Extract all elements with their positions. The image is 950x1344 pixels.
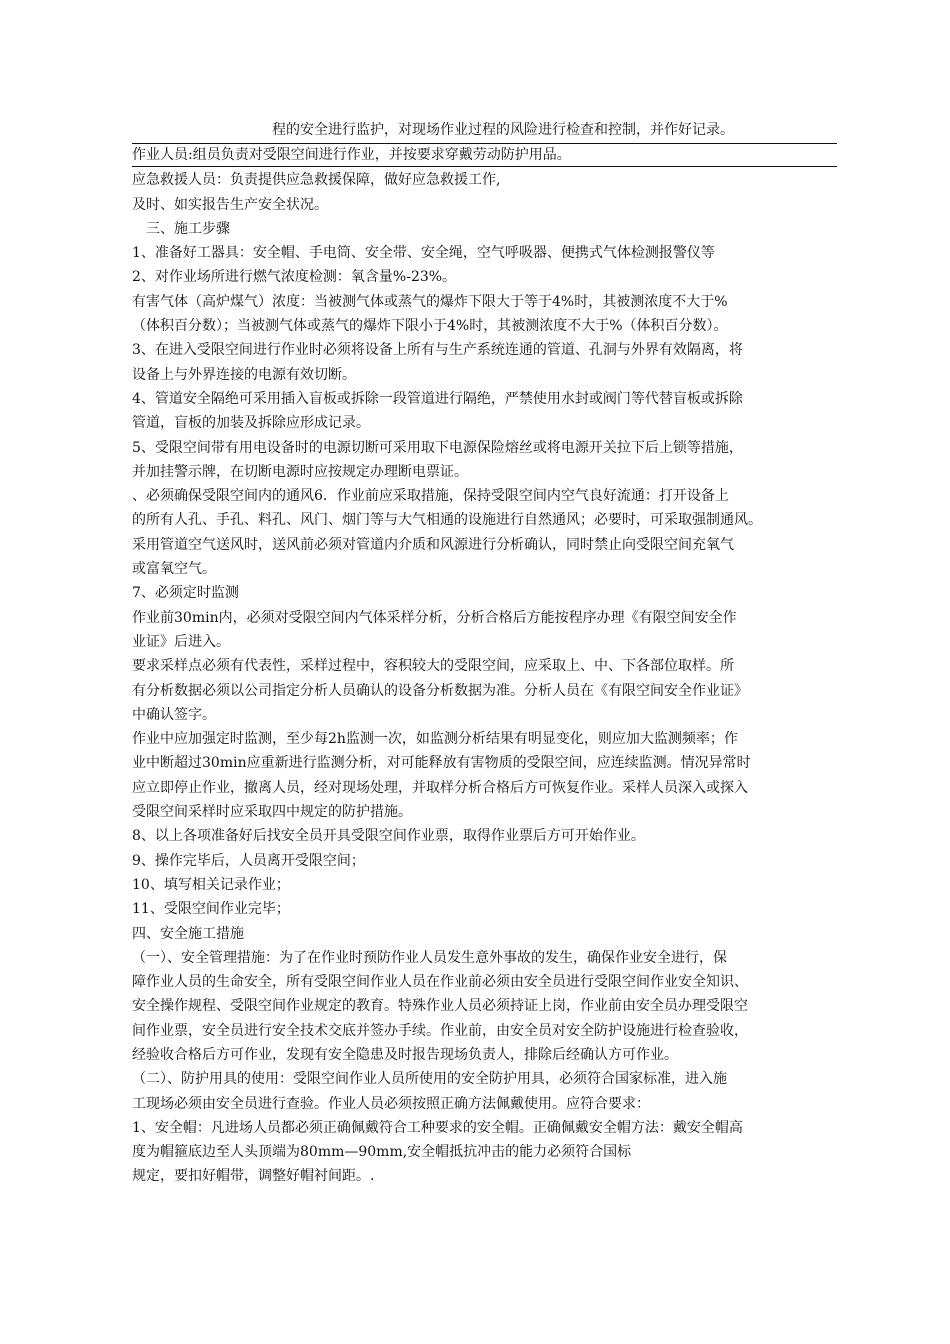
text-line-ruled: 作业人员:组员负责对受限空间进行作业，并按要求穿戴劳动防护用品。 (132, 143, 837, 167)
text-line: 中确认签字。 (132, 706, 216, 723)
text-line: 11、受限空间作业完毕； (132, 901, 290, 918)
text-line: （一）、安全管理措施：为了在作业时预防作业人员发生意外事故的发生，确保作业安全进行，保 (132, 949, 727, 966)
text-line: 10、填写相关记录作业； (132, 876, 290, 893)
text-line: 应立即停止作业，撤离人员，经对现场处理，并取样分析合格后方可恢复作业。采样人员深入或探入 (132, 779, 748, 796)
text-line: 、必须确保受限空间内的通风6．作业前应采取措施，保持受限空间内空气良好流通：打开设备上 (132, 488, 729, 505)
text-line: 应急救援人员：负责提供应急救援保障，做好应急救援工作, (132, 172, 501, 189)
text-line: 间作业票，安全员进行安全技术交底并签办手续。作业前，由安全员对安全防护设施进行检查验收， (132, 1022, 748, 1039)
text-line: 1、准备好工器具：安全帽、手电筒、安全带、安全绳，空气呼吸器、便携式气体检测报警仪等 (132, 245, 715, 262)
text-line: 2、对作业场所进行燃气浓度检测：氧含量%-23%。 (132, 269, 457, 286)
text-line: 或富氧空气。 (132, 561, 216, 578)
text-line: 作业中应加强定时监测，至少每2h监测一次，如监测分析结果有明显变化，则应加大监测频率；作 (132, 731, 738, 748)
text-line: 安全操作规程、受限空间作业规定的教育。特殊作业人员必须持证上岗，作业前由安全员办理受限空 (132, 998, 748, 1015)
text-line: 工现场必须由安全员进行查验。作业人员必须按照正确方法佩戴使用。应符合要求： (132, 1095, 650, 1112)
text-line: 业中断超过30min应重新进行监测分析，对可能释放有害物质的受限空间，应连续监测。情况异常时 (132, 755, 751, 772)
text-line: 3、在进入受限空间进行作业时必须将设备上所有与生产系统连通的管道、孔洞与外界有效隔离，将 (132, 342, 743, 359)
text-line: 经验收合格后方可作业，发现有安全隐患及时报告现场负责人，排除后经确认方可作业。 (132, 1046, 678, 1063)
text-line: 及时、如实报告生产安全状况。 (132, 196, 328, 213)
text-line: 程的安全进行监护，对现场作业过程的风险进行检查和控制，并作好记录。 (272, 122, 734, 138)
section-heading: 三、施工步骤 (146, 220, 230, 237)
text-line: 5、受限空间带有用电设备时的电源切断可采用取下电源保险熔丝或将电源开关拉下后上锁等措施， (132, 439, 743, 456)
text-line: （体积百分数）；当被测气体或蒸气的爆炸下限小于4%时，其被测浓度不大于%（体积百分数）。 (132, 318, 728, 335)
text-line: 设备上与外界连接的电源有效切断。 (132, 366, 356, 383)
text-line: 受限空间采样时应采取四中规定的防护措施。 (132, 804, 412, 821)
text-line: 采用管道空气送风时，送风前必须对管道内介质和风源进行分析确认，同时禁止向受限空间充氧气 (132, 536, 734, 553)
section-heading: 四、安全施工措施 (132, 925, 244, 942)
text-line: 管道，盲板的加装及拆除应形成记录。 (132, 415, 370, 432)
text-line: 业证》后进入。 (132, 633, 230, 650)
text-line: 规定，要扣好帽带，调整好帽衬间距。. (132, 1168, 375, 1185)
text-line: 作业前30min内，必须对受限空间内气体采样分析，分析合格后方能按程序办理《有限空间安全作 (132, 609, 737, 626)
text-line: 并加挂警示牌，在切断电源时应按规定办理断电票证。 (132, 463, 468, 480)
text-line: 度为帽箍底边至人头顶端为80mm—90mm,安全帽抵抗冲击的能力必须符合国标 (132, 1144, 632, 1161)
text-line: 9、操作完毕后，人员离开受限空间； (132, 852, 365, 869)
text-line: 障作业人员的生命安全，所有受限空间作业人员在作业前必须由安全员进行受限空间作业安全知识、 (132, 974, 748, 991)
document-page (132, 118, 837, 1189)
text-line: 4、管道安全隔绝可采用插入盲板或拆除一段管道进行隔绝，严禁使用水封或阀门等代替盲板或拆除 (132, 390, 743, 407)
text-line: 要求采样点必须有代表性，采样过程中，容积较大的受限空间，应采取上、中、下各部位取样。所 (132, 658, 734, 675)
text-line: 8、以上各项准备好后找安全员开具受限空间作业票，取得作业票后方可开始作业。 (132, 828, 645, 845)
text-line: 1、安全帽：凡进场人员都必须正确佩戴符合工种要求的安全帽。正确佩戴安全帽方法：戴安全帽高 (132, 1119, 743, 1136)
text-line: 7、必须定时监测 (132, 585, 239, 602)
text-line: （二）、防护用具的使用：受限空间作业人员所使用的安全防护用具，必须符合国家标准，进入施 (132, 1071, 727, 1088)
text-line: 有分析数据必须以公司指定分析人员确认的设备分析数据为准。分析人员在《有限空间安全作业证》 (132, 682, 748, 699)
text-line: 有害气体（高炉煤气）浓度：当被测气体或蒸气的爆炸下限大于等于4%时，其被测浓度不大于% (132, 293, 728, 310)
text-line: 的所有人孔、手孔、料孔、风门、烟门等与大气相通的设施进行自然通风；必要时，可采取强制通风。 (132, 512, 762, 529)
